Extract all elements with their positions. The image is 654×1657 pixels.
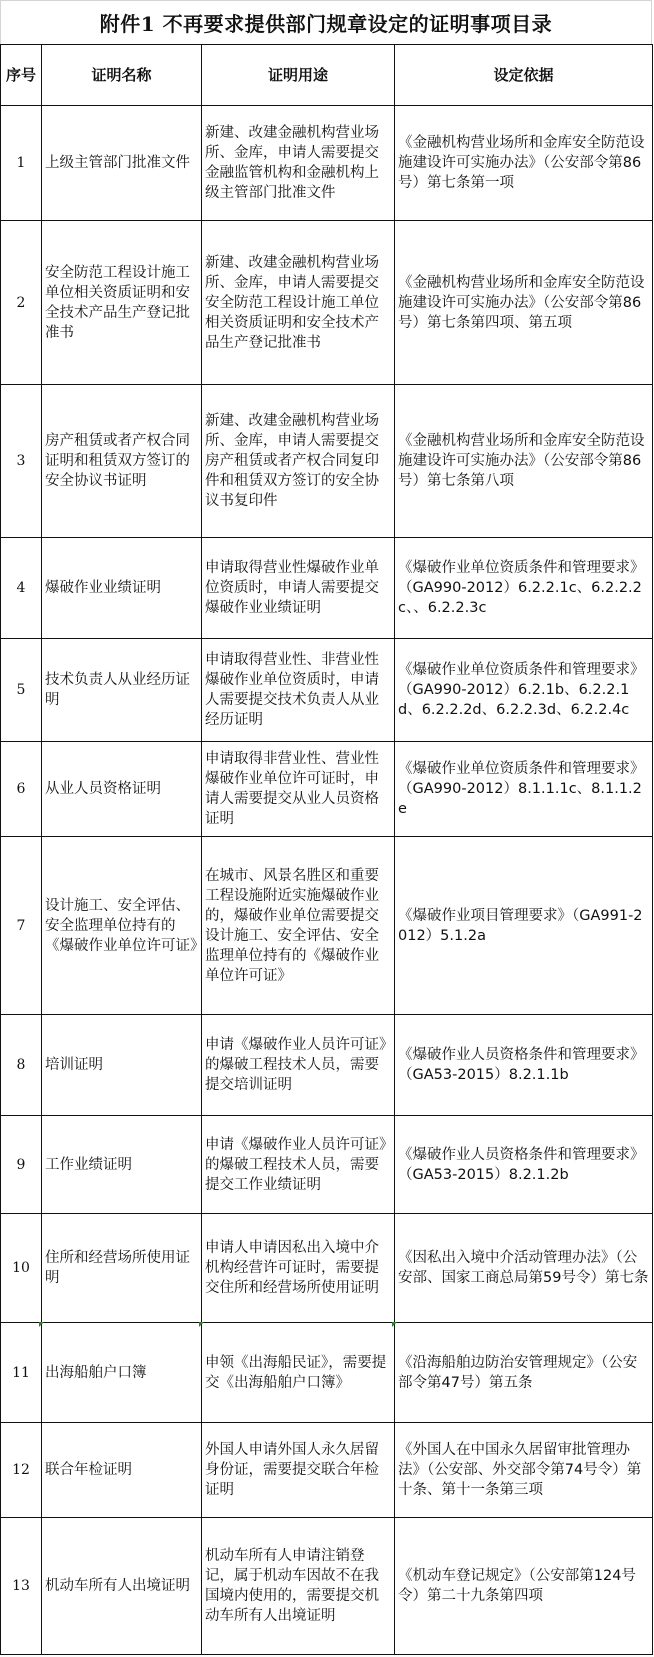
- header-name: 证明名称: [42, 45, 202, 106]
- row-name: 房产租赁或者产权合同证明和租赁双方签订的安全协议书证明: [42, 385, 202, 538]
- table-row: [1, 538, 653, 639]
- header-basis: 设定依据: [395, 45, 653, 106]
- row-name: 上级主管部门批准文件: [42, 106, 202, 221]
- row-name: 机动车所有人出境证明: [42, 1518, 202, 1655]
- header-use: 证明用途: [202, 45, 395, 106]
- row-use: 申请取得营业性、非营业性爆破作业单位资质时，申请人需要提交技术负责人从业经历证明: [202, 639, 395, 742]
- row-index: 13: [1, 1518, 42, 1655]
- table-row: [1, 221, 653, 385]
- header-index: 序号: [1, 45, 42, 106]
- row-index: 10: [1, 1214, 42, 1323]
- row-basis: 《爆破作业人员资格条件和管理要求》（GA53-2015）8.2.1.1b: [395, 1015, 653, 1116]
- row-basis: 《爆破作业人员资格条件和管理要求》（GA53-2015）8.2.1.2b: [395, 1116, 653, 1214]
- table-row: [1, 1015, 653, 1116]
- row-basis: 《金融机构营业场所和金库安全防范设施建设许可实施办法》（公安部令第86号）第七条第四项、第五项: [395, 221, 653, 385]
- row-use: 申请取得营业性爆破作业单位资质时，申请人需要提交爆破作业业绩证明: [202, 538, 395, 639]
- row-index: 8: [1, 1015, 42, 1116]
- row-name: 联合年检证明: [42, 1423, 202, 1518]
- row-use: 申请取得非营业性、营业性爆破作业单位许可证时，申请人需要提交从业人员资格证明: [202, 742, 395, 837]
- row-basis: 《爆破作业单位资质条件和管理要求》（GA990-2012）6.2.2.1c、6.2.2.2c、、6.2.2.3c: [395, 538, 653, 639]
- row-use: 在城市、风景名胜区和重要工程设施附近实施爆破作业的，爆破作业单位需要提交设计施工、安全评估、安全监理单位持有的《爆破作业单位许可证》: [202, 837, 395, 1015]
- table-row: [1, 639, 653, 742]
- row-index: 12: [1, 1423, 42, 1518]
- row-use: 新建、改建金融机构营业场所、金库，申请人需要提交金融监管机构和金融机构上级主管部门批准文件: [202, 106, 395, 221]
- table-row: [1, 1323, 653, 1423]
- row-index: 4: [1, 538, 42, 639]
- row-name: 从业人员资格证明: [42, 742, 202, 837]
- row-use: 外国人申请外国人永久居留身份证，需要提交联合年检证明: [202, 1423, 395, 1518]
- table-row: [1, 106, 653, 221]
- row-basis: 《爆破作业项目管理要求》（GA991-2012）5.1.2a: [395, 837, 653, 1015]
- row-use: 机动车所有人申请注销登记，属于机动车因故不在我国境内使用的，需要提交机动车所有人出境证明: [202, 1518, 395, 1655]
- row-index: 3: [1, 385, 42, 538]
- row-index: 9: [1, 1116, 42, 1214]
- row-name: 工作业绩证明: [42, 1116, 202, 1214]
- row-name: 出海船舶户口簿: [42, 1323, 202, 1423]
- row-use: 申请《爆破作业人员许可证》的爆破工程技术人员，需要提交工作业绩证明: [202, 1116, 395, 1214]
- row-basis: 《金融机构营业场所和金库安全防范设施建设许可实施办法》（公安部令第86号）第七条第一项: [395, 106, 653, 221]
- row-name: 设计施工、安全评估、安全监理单位持有的《爆破作业单位许可证》: [42, 837, 202, 1015]
- row-index: 5: [1, 639, 42, 742]
- row-use: 申请人申请因私出入境中介机构经营许可证时，需要提交住所和经营场所使用证明: [202, 1214, 395, 1323]
- row-index: 7: [1, 837, 42, 1015]
- table-row: [1, 385, 653, 538]
- row-basis: 《金融机构营业场所和金库安全防范设施建设许可实施办法》（公安部令第86号）第七条第八项: [395, 385, 653, 538]
- certificate-table: [0, 44, 653, 1655]
- table-row: [1, 1518, 653, 1655]
- row-basis: 《爆破作业单位资质条件和管理要求》（GA990-2012）8.1.1.1c、8.1.1.2e: [395, 742, 653, 837]
- row-basis: 《外国人在中国永久居留审批管理办法》（公安部、外交部令第74号令）第十条、第十一条第三项: [395, 1423, 653, 1518]
- row-name: 技术负责人从业经历证明: [42, 639, 202, 742]
- document-title: 附件1 不再要求提供部门规章设定的证明事项目录: [0, 0, 652, 44]
- row-name: 培训证明: [42, 1015, 202, 1116]
- row-index: 11: [1, 1323, 42, 1423]
- table-header-row: [1, 45, 653, 106]
- row-basis: 《沿海船舶边防治安管理规定》（公安部令第47号）第五条: [395, 1323, 653, 1423]
- row-index: 2: [1, 221, 42, 385]
- row-use: 申领《出海船民证》，需要提交《出海船舶户口簿》: [202, 1323, 395, 1423]
- row-name: 住所和经营场所使用证明: [42, 1214, 202, 1323]
- table-row: [1, 837, 653, 1015]
- row-basis: 《爆破作业单位资质条件和管理要求》（GA990-2012）6.2.1b、6.2.2.1d、6.2.2.2d、6.2.2.3d、6.2.2.4c: [395, 639, 653, 742]
- table-row: [1, 1423, 653, 1518]
- row-basis: 《机动车登记规定》（公安部第124号令）第二十九条第四项: [395, 1518, 653, 1655]
- row-use: 申请《爆破作业人员许可证》的爆破工程技术人员，需要提交培训证明: [202, 1015, 395, 1116]
- table-row: [1, 1214, 653, 1323]
- row-use: 新建、改建金融机构营业场所、金库，申请人需要提交房产租赁或者产权合同复印件和租赁双方签订的安全协议书复印件: [202, 385, 395, 538]
- table-row: [1, 1116, 653, 1214]
- row-name: 爆破作业业绩证明: [42, 538, 202, 639]
- table-row: [1, 742, 653, 837]
- row-name: 安全防范工程设计施工单位相关资质证明和安全技术产品生产登记批准书: [42, 221, 202, 385]
- row-use: 新建、改建金融机构营业场所、金库，申请人需要提交安全防范工程设计施工单位相关资质证明和安全技术产品生产登记批准书: [202, 221, 395, 385]
- row-index: 6: [1, 742, 42, 837]
- row-basis: 《因私出入境中介活动管理办法》（公安部、国家工商总局第59号令）第七条: [395, 1214, 653, 1323]
- row-index: 1: [1, 106, 42, 221]
